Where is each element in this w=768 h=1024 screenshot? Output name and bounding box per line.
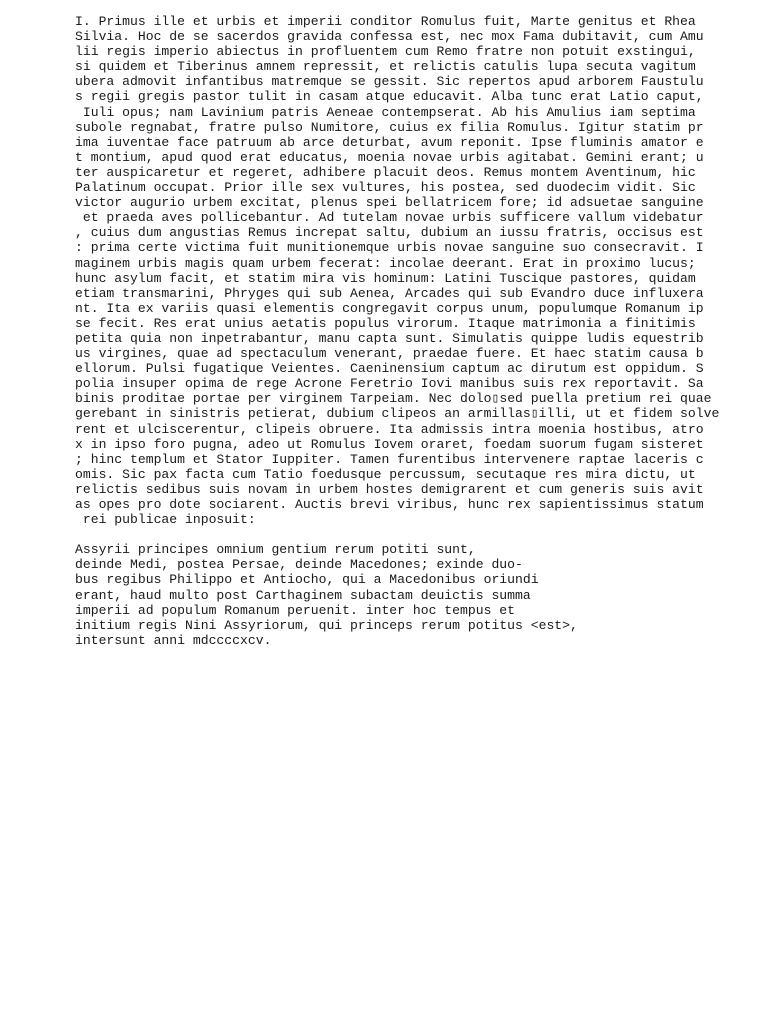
document-page <box>75 14 755 648</box>
text-line: Iuli opus; nam Lavinium patris Aeneae contempserat. Ab his Amulius iam septima <box>75 104 696 120</box>
text-line: et praeda aves pollicebantur. Ad tutelam novae urbis sufficere vallum videbatur <box>75 210 704 226</box>
main-paragraph <box>75 14 755 527</box>
text-line: s regii gregis pastor tulit in casam atque educavit. Alba tunc erat Latio caput, <box>75 89 704 105</box>
quote-line: intersunt anni mdccccxcv. <box>75 632 272 648</box>
text-line: ima iuventae face patruum ab arce deturbat, avum reponit. Ipse fluminis amator e <box>75 134 704 150</box>
text-line: Silvia. Hoc de se sacerdos gravida confessa est, nec mox Fama dubitavit, cum Amu <box>75 29 704 45</box>
text-line: maginem urbis magis quam urbem fecerat: incolae deerant. Erat in proximo lucus; <box>75 255 696 271</box>
text-line: , cuius dum angustias Remus increpat saltu, dubium an iussu fratris, occisus est <box>75 225 704 241</box>
text-line: ubera admovit infantibus matremque se gessit. Sic repertos apud arborem Faustulu <box>75 74 704 90</box>
text-line: gerebant in sinistris petierat, dubium clipeos an armillas▯illi, ut et fidem solve <box>75 406 720 422</box>
text-line: binis proditae portae per virginem Tarpeiam. Nec dolo▯sed puella pretium rei quae <box>75 391 712 407</box>
text-line: rei publicae inposuit: <box>75 512 256 528</box>
text-line: subole regnabat, fratre pulso Numitore, cuius ex filia Romulus. Igitur statim pr <box>75 119 704 135</box>
text-line: t montium, apud quod erat educatus, moenia novae urbis agitabat. Gemini erant; u <box>75 149 704 165</box>
quote-line: initium regis Nini Assyriorum, qui princeps rerum potitus <est>, <box>75 617 578 633</box>
quote-line: imperii ad populum Romanum peruenit. inter hoc tempus et <box>75 602 516 618</box>
text-line: hunc asylum facit, et statim mira vis hominum: Latini Tuscique pastores, quidam <box>75 270 696 286</box>
text-line: I. Primus ille et urbis et imperii conditor Romulus fuit, Marte genitus et Rhea <box>75 14 696 29</box>
text-line: ellorum. Pulsi fugatique Veientes. Caeninensium captum ac dirutum est oppidum. S <box>75 361 704 377</box>
text-line: relictis sedibus suis novam in urbem hostes demigrarent et cum generis suis avit <box>75 481 704 497</box>
text-line: us virgines, quae ad spectaculum venerant, praedae fuere. Et haec statim causa b <box>75 346 704 362</box>
text-line: as opes pro dote sociarent. Auctis brevi viribus, hunc rex sapientissimus statum <box>75 497 704 512</box>
quote-line: bus regibus Philippo et Antiocho, qui a Macedonibus oriundi <box>75 572 539 588</box>
quote-line: erant, haud multo post Carthaginem subactam deuictis summa <box>75 587 531 603</box>
text-line: etiam transmarini, Phryges qui sub Aenea, Arcades qui sub Evandro duce influxera <box>75 285 704 301</box>
text-line: si quidem et Tiberinus amnem repressit, et relictis catulis lupa secuta vagitum <box>75 59 696 75</box>
text-line: : prima certe victima fuit munitionemque urbis novae sanguine suo consecravit. I <box>75 240 704 256</box>
text-line: x in ipso foro pugna, adeo ut Romulus Iovem oraret, foedam suorum fugam sisteret <box>75 436 704 452</box>
text-line: victor augurio urbem excitat, plenus spei bellatricem fore; id adsuetae sanguine <box>75 195 704 211</box>
quote-line: deinde Medi, postea Persae, deinde Macedones; exinde duo- <box>75 557 523 573</box>
text-line: omis. Sic pax facta cum Tatio foedusque percussum, secutaque res mira dictu, ut <box>75 466 696 482</box>
text-line: nt. Ita ex variis quasi elementis congregavit corpus unum, populumque Romanum ip <box>75 300 704 316</box>
text-line: ; hinc templum et Stator Iuppiter. Tamen furentibus intervenere raptae laceris c <box>75 451 704 467</box>
quote-line: Assyrii principes omnium gentium rerum potiti sunt, <box>75 542 476 558</box>
quoted-passage <box>75 542 755 648</box>
text-line: ter auspicaretur et regeret, adhibere placuit deos. Remus montem Aventinum, hic <box>75 164 696 180</box>
text-line: petita quia non inpetrabantur, manu capta sunt. Simulatis quippe ludis equestrib <box>75 330 704 346</box>
text-line: rent et ulciscerentur, clipeis obruere. Ita admissis intra moenia hostibus, atro <box>75 421 704 437</box>
text-line: se fecit. Res erat unius aetatis populus virorum. Itaque matrimonia a finitimis <box>75 315 696 331</box>
text-line: Palatinum occupat. Prior ille sex vultures, his postea, sed duodecim vidit. Sic <box>75 180 696 196</box>
text-line: lii regis imperio abiectus in profluentem cum Remo fratre non potuit exstingui, <box>75 44 696 60</box>
paragraph-gap <box>75 527 755 542</box>
text-line: polia insuper opima de rege Acrone Feretrio Iovi manibus suis rex reportavit. Sa <box>75 376 704 392</box>
